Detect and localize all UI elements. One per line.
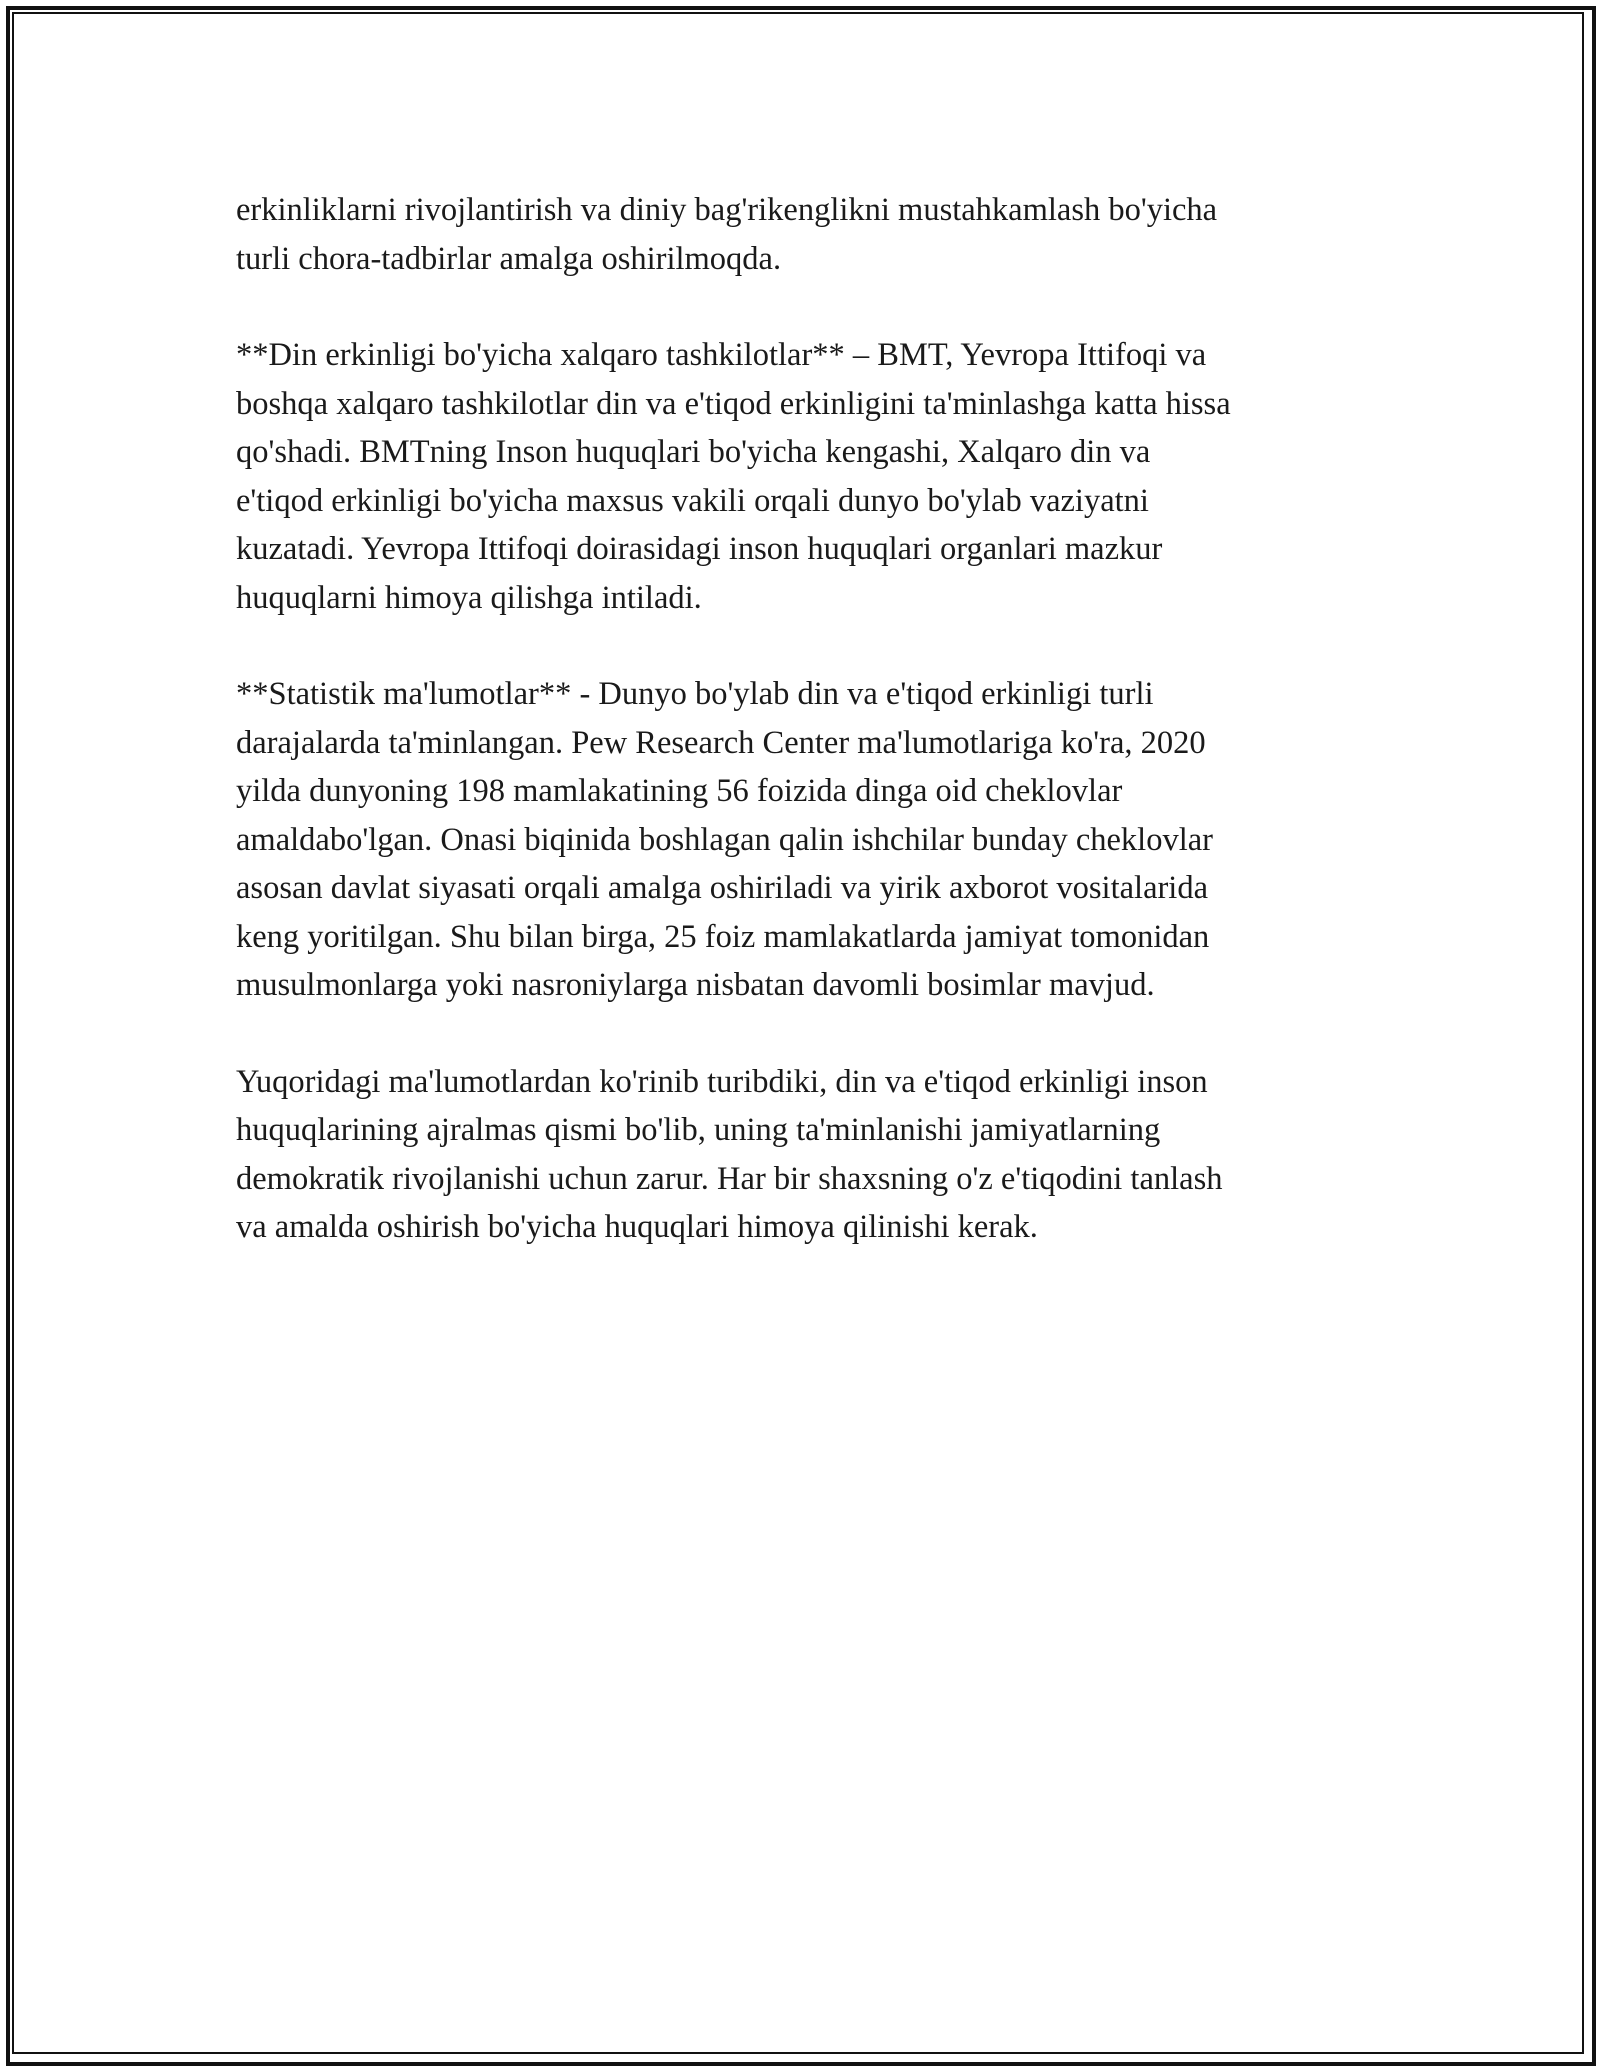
text-line: Yuqoridagi ma'lumotlardan ko'rinib turibdiki, din va e'tiqod erkinligi inson [236,1063,1208,1100]
text-line: keng yoritilgan. Shu bilan birga, 25 foiz mamlakatlarda jamiyat tomonidan [236,918,1210,955]
paragraph-intro-continuation [236,186,1376,283]
text-line: huquqlarining ajralmas qismi bo'lib, uning ta'minlanishi jamiyatlarning [236,1112,1161,1148]
text-line: darajalarda ta'minlangan. Pew Research Center ma'lumotlariga ko'ra, 2020 [236,724,1206,761]
text-line: boshqa xalqaro tashkilotlar din va e'tiqod erkinligini ta'minlashga katta hissa [236,385,1231,422]
text-line: kuzatadi. Yevropa Ittifoqi doirasidagi inson huquqlari organlari mazkur [236,531,1163,567]
text-line: asosan davlat siyasati orqali amalga oshiriladi va yirik axborot vositalarida [236,870,1209,906]
text-line: turli chora-tadbirlar amalga oshirilmoqda. [236,240,782,277]
paragraph-statistics [236,670,1376,1010]
text-line: amaldabo'lgan. Onasi biqinida boshlagan qalin ishchilar bunday cheklovlar [236,821,1213,858]
text-line: e'tiqod erkinligi bo'yicha maxsus vakili orqali dunyo bo'ylab vaziyatni [236,482,1149,519]
text-line: va amalda oshirish bo'yicha huquqlari himoya qilinishi kerak. [236,1209,1038,1245]
text-line: **Din erkinligi bo'yicha xalqaro tashkilotlar** – BMT, Yevropa Ittifoqi va [236,337,1207,373]
text-line: erkinliklarni rivojlantirish va diniy bag'rikenglikni mustahkamlash bo'yicha [236,192,1218,228]
text-line: huquqlarni himoya qilishga intiladi. [236,579,702,616]
text-line: demokratik rivojlanishi uchun zarur. Har bir shaxsning o'z e'tiqodini tanlash [236,1160,1223,1197]
text-line: **Statistik ma'lumotlar** - Dunyo bo'ylab din va e'tiqod erkinligi turli [236,676,1154,712]
text-line: yilda dunyoning 198 mamlakatining 56 foizida dinga oid cheklovlar [236,773,1123,809]
document-body [236,186,1376,1300]
paragraph-conclusion [236,1058,1376,1252]
text-line: qo'shadi. BMTning Inson huquqlari bo'yicha kengashi, Xalqaro din va [236,434,1151,470]
paragraph-international-organizations [236,331,1376,622]
text-line: musulmonlarga yoki nasroniylarga nisbatan davomli bosimlar mavjud. [236,967,1155,1003]
